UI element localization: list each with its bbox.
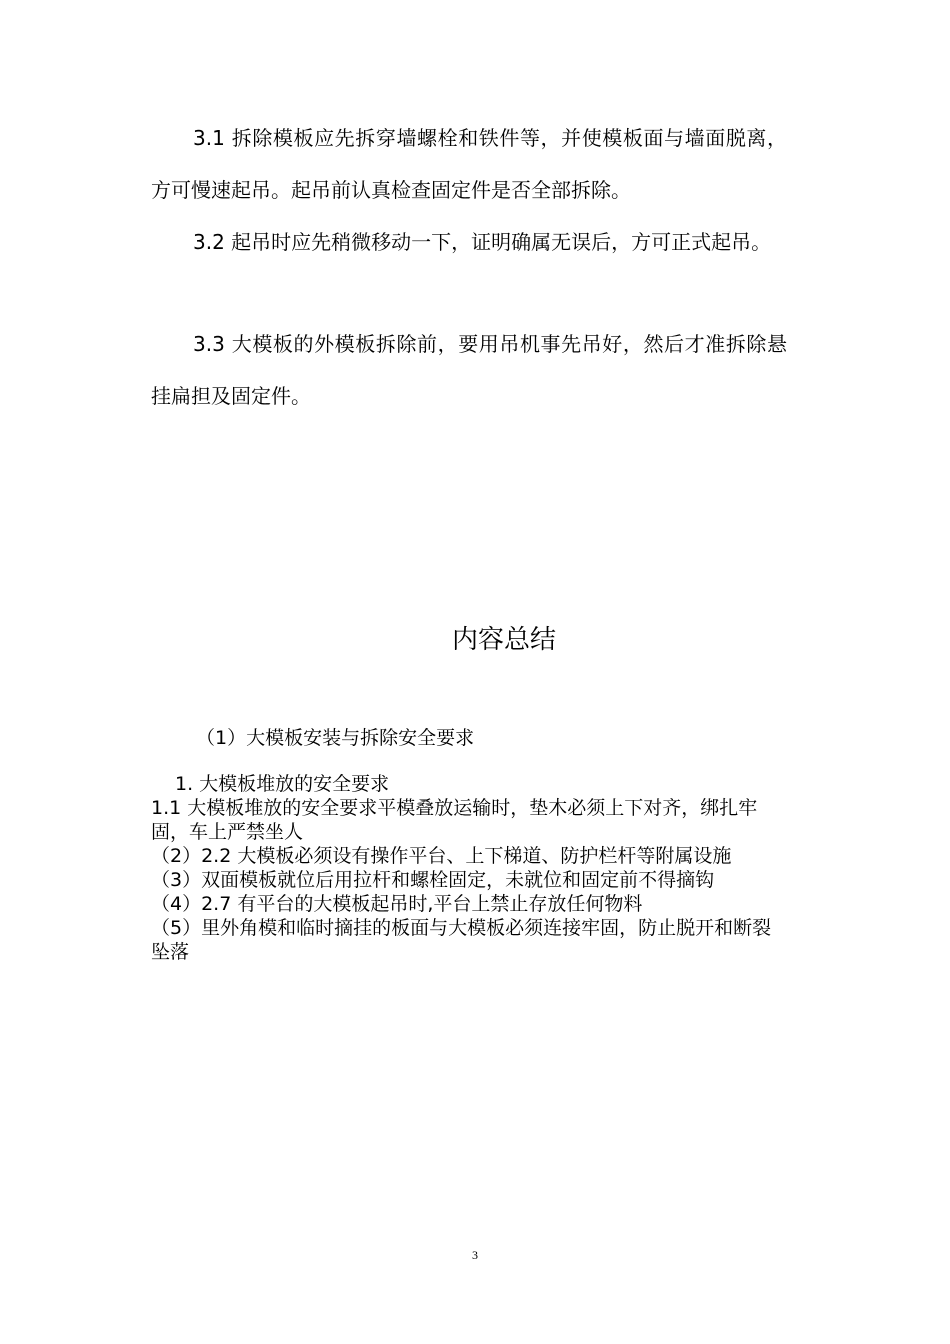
paragraph-3-1: 3.1 拆除模板应先拆穿墙螺栓和铁件等，并使模板面与墙面脱离，方可慢速起吊。起吊前认真检查固定件是否全部拆除。 [151, 126, 787, 202]
summary-item: 1.1 大模板堆放的安全要求平模叠放运输时，垫木必须上下对齐，绑扎牢固，车上严禁坐人 [151, 797, 758, 843]
summary-title: 内容总结 [451, 625, 556, 655]
body-paragraph-3 [151, 318, 787, 422]
summary-item: （2）2.2 大模板必须设有操作平台、上下梯道、防护栏杆等附属设施 [151, 845, 732, 867]
paragraph-3-2: 3.2 起吊时应先稍微移动一下，证明确属无误后，方可正式起吊。 [193, 230, 772, 254]
page-number: 3 [472, 1248, 478, 1262]
summary-list [151, 772, 787, 964]
summary-item: （3）双面模板就位后用拉杆和螺栓固定，未就位和固定前不得摘钩 [151, 869, 715, 891]
summary-item: 1. 大模板堆放的安全要求 [175, 773, 390, 795]
summary-item: （5）里外角模和临时摘挂的板面与大模板必须连接牢固，防止脱开和断裂坠落 [151, 917, 772, 963]
paragraph-3-3: 3.3 大模板的外模板拆除前，要用吊机事先吊好，然后才准拆除悬挂扁担及固定件。 [151, 332, 787, 408]
body-paragraph-1 [151, 112, 787, 216]
body-paragraph-2 [151, 216, 787, 268]
summary-item: （4）2.7 有平台的大模板起吊时,平台上禁止存放任何物料 [151, 893, 643, 915]
summary-intro: （1）大模板安装与拆除安全要求 [196, 727, 475, 749]
